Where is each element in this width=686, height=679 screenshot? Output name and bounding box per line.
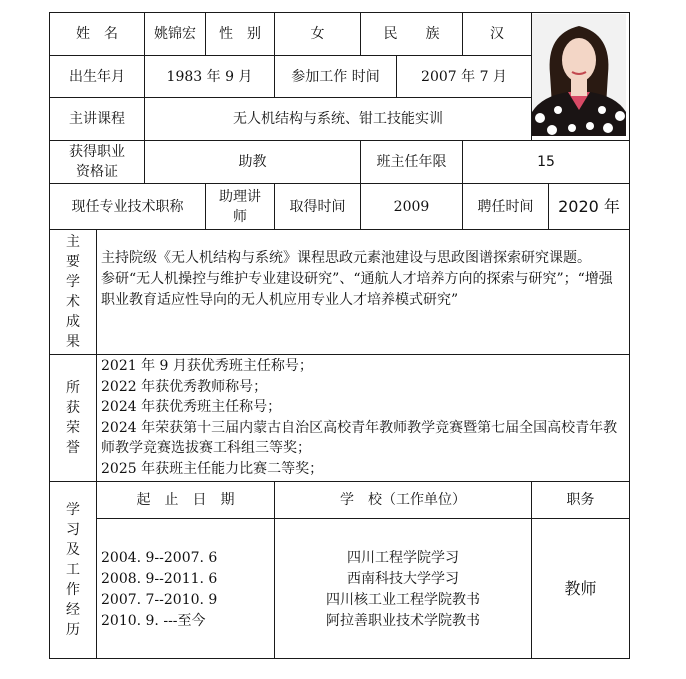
history-schools xyxy=(275,548,531,632)
period-item: 2007. 7--2010. 9 xyxy=(101,592,218,608)
achievements-label-char: 果 xyxy=(66,334,80,350)
history-header-school: 学 校（工作单位） xyxy=(340,492,466,508)
birth-value: 1983 年 9 月 xyxy=(166,68,253,85)
honor-item: 2024 年获优秀班主任称号； xyxy=(101,399,282,415)
achievement-item: 主持院级《无人机结构与系统》课程思政元素池建设与思政图谱探索研究课题。 xyxy=(101,250,591,266)
history-label-char: 工 xyxy=(66,562,80,578)
achievements-label-char: 术 xyxy=(66,294,80,310)
history-label-char: 经 xyxy=(66,602,80,618)
school-item: 阿拉善职业技术学院教书 xyxy=(326,613,480,629)
school-item: 西南科技大学学习 xyxy=(347,571,459,587)
title-label: 现任专业技术职称 xyxy=(71,198,184,215)
qualification-label xyxy=(50,141,144,183)
history-label-char: 历 xyxy=(66,622,80,638)
honors-content xyxy=(101,356,623,479)
achievement-item: 参研“无人机操控与维护专业建设研究”、“通航人才培养方向的探索与研究”；“增强职业教育适应性导向的无人机应用专业人才培养模式研究” xyxy=(101,271,613,308)
history-header-position: 职务 xyxy=(566,492,595,508)
work-start-value: 2007 年 7 月 xyxy=(421,68,507,85)
history-periods xyxy=(101,548,273,632)
honor-item: 2025 年获班主任能力比赛二等奖； xyxy=(101,460,324,477)
achievements-label-char: 主 xyxy=(66,234,80,250)
history-label-char: 作 xyxy=(66,582,80,598)
birth-label: 出生年月 xyxy=(69,68,125,85)
history-label xyxy=(50,482,96,658)
headteacher-years: 15 xyxy=(537,154,555,170)
appoint-year: 2020 年 xyxy=(558,196,620,216)
achievements-content xyxy=(101,248,623,311)
honors-label-char: 荣 xyxy=(66,420,80,436)
gender-label: 性 别 xyxy=(219,26,261,42)
achievements-label-char: 成 xyxy=(66,314,80,330)
name-value: 姚锦宏 xyxy=(154,26,196,42)
history-position: 教师 xyxy=(564,578,597,598)
achievements-label-char: 学 xyxy=(66,274,80,290)
table-border-bottom xyxy=(49,658,630,659)
period-item: 2008. 9--2011. 6 xyxy=(101,571,218,587)
honor-item: 2021 年 9 月获优秀班主任称号； xyxy=(101,358,313,374)
honors-label-char: 誉 xyxy=(66,440,80,456)
obtain-label: 取得时间 xyxy=(289,198,346,215)
course-label: 主讲课程 xyxy=(69,111,125,127)
row-line xyxy=(49,229,630,230)
row-line xyxy=(49,354,630,355)
qualification-label-line: 资格证 xyxy=(76,164,118,180)
history-label-char: 及 xyxy=(66,542,80,558)
headteacher-label: 班主任年限 xyxy=(376,154,447,170)
period-item: 2004. 9--2007. 6 xyxy=(101,550,218,566)
name-label: 姓 名 xyxy=(76,26,118,42)
achievements-label xyxy=(50,230,96,354)
portrait-image xyxy=(532,14,626,136)
table-border-right xyxy=(629,12,630,659)
qualification-value: 助教 xyxy=(238,154,267,170)
honor-item: 2024 年荣获第十三届内蒙古自治区高校青年教师教学竞赛暨第七届全国高校青年教师教学竞赛选拔赛工科组三等奖； xyxy=(101,419,618,456)
course-value: 无人机结构与系统、钳工技能实训 xyxy=(233,111,443,127)
history-label-char: 习 xyxy=(66,522,80,538)
appoint-label: 聘任时间 xyxy=(477,198,534,215)
gender-value: 女 xyxy=(310,26,325,42)
col-line xyxy=(96,229,97,659)
achievements-label-char: 要 xyxy=(66,254,80,270)
honors-label xyxy=(50,355,96,481)
history-label-char: 学 xyxy=(66,502,80,518)
school-item: 四川工程学院学习 xyxy=(347,550,459,566)
portrait-photo xyxy=(532,14,626,136)
title-value-line: 助理讲 xyxy=(219,188,261,205)
period-item: 2010. 9. ---至今 xyxy=(101,613,206,629)
school-item: 四川核工业工程学院教书 xyxy=(326,592,480,608)
honor-item: 2022 年获优秀教师称号； xyxy=(101,378,268,395)
work-start-label: 参加工作 时间 xyxy=(291,68,380,85)
history-header-period: 起 止 日 期 xyxy=(136,492,235,508)
title-value xyxy=(206,184,274,229)
honors-label-char: 所 xyxy=(66,380,80,396)
obtain-year: 2009 xyxy=(393,198,430,215)
title-value-line: 师 xyxy=(233,208,247,225)
honors-label-char: 获 xyxy=(66,400,80,416)
qualification-label-line: 获得职业 xyxy=(69,144,125,160)
ethnicity-label: 民 族 xyxy=(383,26,440,42)
ethnicity-value: 汉 xyxy=(490,26,504,42)
